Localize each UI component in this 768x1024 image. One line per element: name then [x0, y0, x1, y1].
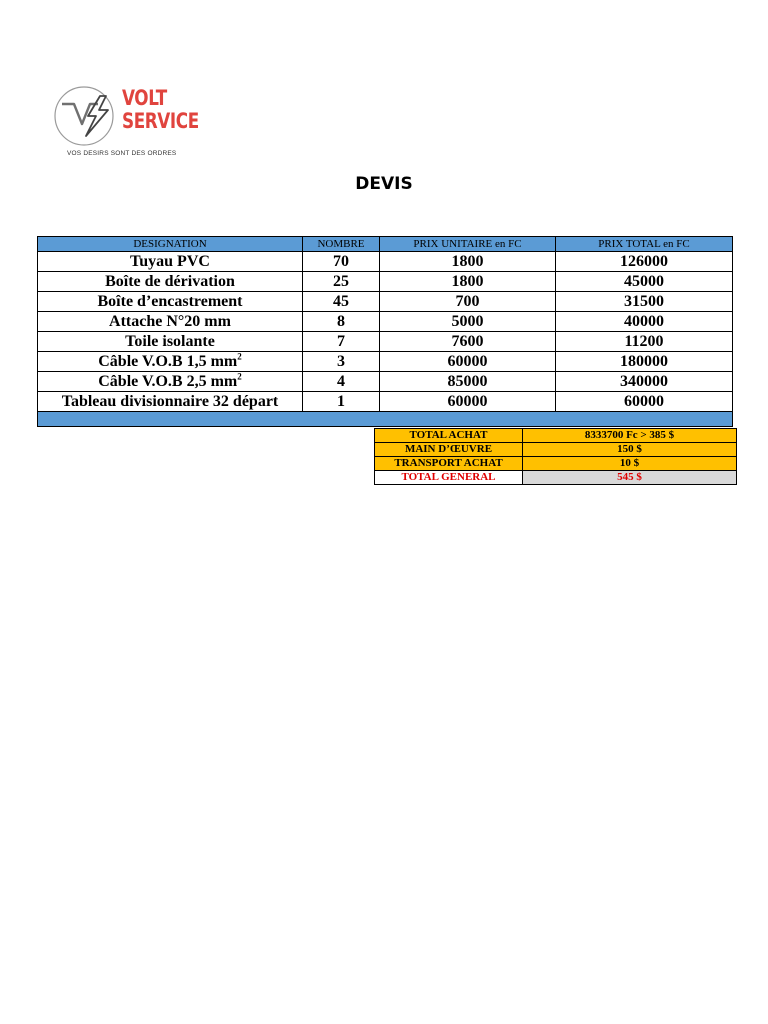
cell-designation	[38, 392, 303, 412]
cell-prix-unitaire: 60000	[380, 352, 556, 372]
cell-nombre: 8	[303, 312, 380, 332]
designation-text: Toile isolante	[125, 333, 215, 350]
designation-text: Tuyau PVC	[130, 253, 210, 270]
cell-designation	[38, 312, 303, 332]
brand-name	[122, 87, 199, 133]
spacer-cell	[38, 412, 733, 427]
designation-text: Boîte de dérivation	[105, 273, 235, 290]
company-logo	[50, 82, 210, 162]
designation-text: Boîte d’encastrement	[97, 293, 243, 310]
page-title: DEVIS	[355, 174, 413, 194]
cell-prix-total: 180000	[556, 352, 733, 372]
table-row	[38, 352, 733, 372]
cell-prix-unitaire: 700	[380, 292, 556, 312]
table-row	[38, 312, 733, 332]
table-row	[38, 372, 733, 392]
grand-total-value: 545 $	[523, 471, 737, 485]
table-row	[38, 332, 733, 352]
designation-text: Câble V.O.B 2,5 mm	[98, 373, 238, 390]
grand-total-label: TOTAL GENERAL	[375, 471, 523, 485]
tagline: VOS DESIRS SONT DES ORDRES	[67, 150, 177, 157]
cell-prix-total: 126000	[556, 252, 733, 272]
cell-nombre: 1	[303, 392, 380, 412]
summary-label: TOTAL ACHAT	[375, 429, 523, 443]
cell-prix-unitaire: 1800	[380, 272, 556, 292]
summary-table	[374, 428, 737, 485]
summary-value: 10 $	[523, 457, 737, 471]
table-row	[38, 292, 733, 312]
header-designation: DESIGNATION	[38, 237, 303, 252]
summary-row-transport	[375, 457, 737, 471]
header-prix-total: PRIX TOTAL en FC	[556, 237, 733, 252]
designation-text: Tableau divisionnaire 32 départ	[61, 393, 279, 410]
cell-designation	[38, 372, 303, 392]
summary-label: TRANSPORT ACHAT	[375, 457, 523, 471]
cell-prix-total: 60000	[556, 392, 733, 412]
summary-row-main-oeuvre	[375, 443, 737, 457]
designation-text: Attache N°20 mm	[109, 313, 231, 330]
cell-designation	[38, 352, 303, 372]
summary-label: MAIN D’ŒUVRE	[375, 443, 523, 457]
summary-row-total-general	[375, 471, 737, 485]
cell-prix-unitaire: 7600	[380, 332, 556, 352]
cell-prix-unitaire: 85000	[380, 372, 556, 392]
cell-nombre: 45	[303, 292, 380, 312]
cell-nombre: 7	[303, 332, 380, 352]
designation-text: Câble V.O.B 1,5 mm	[98, 353, 238, 370]
brand-line-2: SERVICE	[122, 109, 199, 133]
cell-nombre: 4	[303, 372, 380, 392]
table-row	[38, 252, 733, 272]
cell-prix-unitaire: 1800	[380, 252, 556, 272]
header-nombre: NOMBRE	[303, 237, 380, 252]
cell-prix-unitaire: 5000	[380, 312, 556, 332]
cell-designation	[38, 272, 303, 292]
volt-bolt-icon	[50, 82, 122, 148]
cell-designation	[38, 252, 303, 272]
superscript: 2	[237, 351, 242, 362]
cell-designation	[38, 332, 303, 352]
brand-line-1: VOLT	[122, 86, 167, 110]
cell-prix-total: 340000	[556, 372, 733, 392]
summary-value: 8333700 Fc > 385 $	[523, 429, 737, 443]
header-prix-unitaire: PRIX UNITAIRE en FC	[380, 237, 556, 252]
cell-prix-total: 45000	[556, 272, 733, 292]
cell-designation	[38, 292, 303, 312]
table-spacer-row	[38, 412, 733, 427]
table-header-row	[38, 237, 733, 252]
cell-prix-total: 31500	[556, 292, 733, 312]
cell-prix-unitaire: 60000	[380, 392, 556, 412]
cell-nombre: 3	[303, 352, 380, 372]
cell-prix-total: 11200	[556, 332, 733, 352]
table-row	[38, 392, 733, 412]
quote-table	[37, 236, 733, 427]
cell-nombre: 70	[303, 252, 380, 272]
superscript: 2	[237, 371, 242, 382]
cell-prix-total: 40000	[556, 312, 733, 332]
summary-row-total-achat	[375, 429, 737, 443]
table-row	[38, 272, 733, 292]
cell-nombre: 25	[303, 272, 380, 292]
summary-value: 150 $	[523, 443, 737, 457]
